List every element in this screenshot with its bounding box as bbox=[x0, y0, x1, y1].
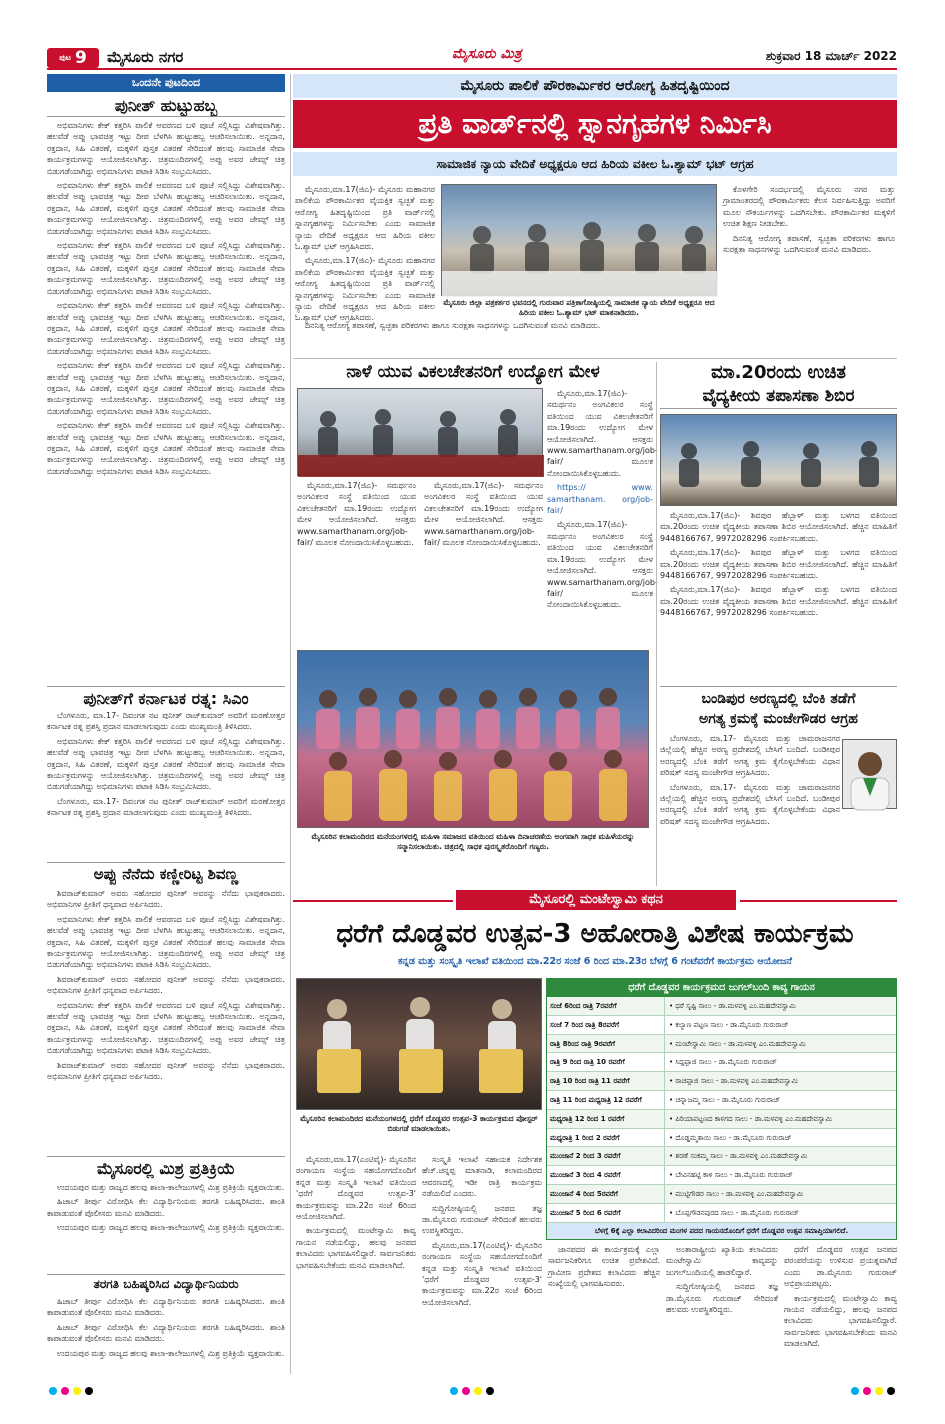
section-title: ಮೈಸೂರು ನಗರ bbox=[107, 48, 184, 66]
story-paragraph: ಮೈಸೂರು,ಮಾ.17(ಜಿಎ)- ಸಮರ್ಥನಂ ಅಂಗವಿಕಲರ ಸಂಸ್ಥೆ ವತಿಯಿಂದ ಯುವ ವಿಕಲಚೇತನರಿಗೆ ಮಾ.19ರಂದು ಉದ್ಯೋಗ ಮೇಳ ಆಯೋಜಿಸಲಾಗಿದೆ. ಆಸಕ್ತರು www.samarthanam.org/job-fair/ ಮೂಲಕ ನೋಂದಾಯಿಸಿಕೊಳ್ಳಬಹುದು. bbox=[424, 481, 543, 548]
story-paragraph: ಅಭಿಮಾನಿಗಳು ಕೇಕ್ ಕತ್ತರಿಸಿ ಪಾಲಿಕೆ ಆವರಣದ ಬಳಿ ಪೂಜೆ ಸಲ್ಲಿಸಿದ್ದು ವಿಶೇಷವಾಗಿತ್ತು. ಹಲವೆಡೆ ಅಪ್ಪು ಭಾವಚಿತ್ರ ಇಟ್ಟು ದೀಪ ಬೆಳಗಿಸಿ ಹುಟ್ಟುಹಬ್ಬ ಆಚರಿಸಲಾಯಿತು. ಅನ್ನದಾನ, ರಕ್ತದಾನ, ಸಿಹಿ ವಿತರಣೆ, ಮಕ್ಕಳಿಗೆ ಪುಸ್ತಕ ವಿತರಣೆ ಸೇರಿದಂತೆ ಹಲವು ಸಾಮಾಜಿಕ ಸೇವಾ ಕಾರ್ಯಕ್ರಮಗಳನ್ನು ಆಯೋಜಿಸಲಾಗಿತ್ತು. ಚಿತ್ರಮಂದಿರಗಳಲ್ಲಿ ಅಪ್ಪು ಅವರ ಜೇಮ್ಸ್ ಚಿತ್ರ ಬಿಡುಗಡೆಯಾಗಿದ್ದು ಅಭಿಮಾನಿಗಳು ಪಟಾಕಿ ಸಿಡಿಸಿ ಸಂಭ್ರಮಿಸಿದರು. bbox=[47, 181, 285, 236]
festival-body bbox=[548, 1244, 660, 1370]
health-camp-title: ವೈದ್ಯಕೀಯ ತಪಾಸಣಾ ಶಿಬಿರ bbox=[660, 386, 897, 409]
story-paragraph: ಅಭಿಮಾನಿಗಳು ಕೇಕ್ ಕತ್ತರಿಸಿ ಪಾಲಿಕೆ ಆವರಣದ ಬಳಿ ಪೂಜೆ ಸಲ್ಲಿಸಿದ್ದು ವಿಶೇಷವಾಗಿತ್ತು. ಹಲವೆಡೆ ಅಪ್ಪು ಭಾವಚಿತ್ರ ಇಟ್ಟು ದೀಪ ಬೆಳಗಿಸಿ ಹುಟ್ಟುಹಬ್ಬ ಆಚರಿಸಲಾಯಿತು. ಅನ್ನದಾನ, ರಕ್ತದಾನ, ಸಿಹಿ ವಿತರಣೆ, ಮಕ್ಕಳಿಗೆ ಪುಸ್ತಕ ವಿತರಣೆ ಸೇರಿದಂತೆ ಹಲವು ಸಾಮಾಜಿಕ ಸೇವಾ ಕಾರ್ಯಕ್ರಮಗಳನ್ನು ಆಯೋಜಿಸಲಾಗಿತ್ತು. ಚಿತ್ರಮಂದಿರಗಳಲ್ಲಿ ಅಪ್ಪು ಅವರ ಜೇಮ್ಸ್ ಚಿತ್ರ ಬಿಡುಗಡೆಯಾಗಿದ್ದು ಅಭಿಮಾನಿಗಳು ಪಟಾಕಿ ಸಿಡಿಸಿ ಸಂಭ್ರಮಿಸಿದರು. bbox=[47, 121, 285, 176]
story-paragraph: ಉದಯಪುರ ಮತ್ತು ರಾಜ್ಯದ ಹಲವು ಶಾಲಾ-ಕಾಲೇಜುಗಳಲ್ಲಿ ಮಿಶ್ರ ಪ್ರತಿಕ್ರಿಯೆ ವ್ಯಕ್ತವಾಯಿತು. bbox=[57, 1348, 285, 1358]
schedule-item: • ಕಲ್ಯಾಣ ಪಟ್ಟಣ ಸಾಲು - ಡಾ.ಮೈಸೂರು ಗುರುರಾಜ್ bbox=[669, 1020, 789, 1029]
women-day-photo bbox=[297, 650, 649, 828]
story-paragraph: ಬೆಂಗಳೂರು, ಮಾ.17- ಮೈಸೂರು ಮತ್ತು ಚಾಮರಾಜನಗರ ಜಿಲ್ಲೆಯಲ್ಲಿ ಹೆಚ್ಚಿನ ಅರಣ್ಯ ಪ್ರದೇಶದಲ್ಲಿ ಬೇಸಿಗೆ ಬಂದಿದೆ. ಬಂಡೀಪುರ ಅರಣ್ಯದಲ್ಲಿ ಬೆಂಕಿ ತಡೆಗೆ ಅಗತ್ಯ ಕ್ರಮ ಕೈಗೊಳ್ಳಬೇಕೆಂದು ವಿಧಾನ ಪರಿಷತ್ ಸದಸ್ಯ ಮಂಜೇಗೌಡ ಆಗ್ರಹಿಸಿದರು. bbox=[660, 734, 840, 778]
festival-kicker: ಮೈಸೂರಲ್ಲಿ ಮಂಟೇಸ್ವಾಮಿ ಕಥನ bbox=[456, 890, 736, 910]
schedule-item: • ಮುಟ್ಟಿಗೌಡರ ಸಾಲು - ಡಾ.ಮಳವಳ್ಳಿ ಎಂ.ಮಹದೇವಸ್ವಾಮಿ bbox=[669, 1189, 804, 1198]
poster-release-caption: ಮೈಸೂರಿನ ಕಲಾಮಂದಿರದ ಮನೆಯಂಗಳದಲ್ಲಿ ಧರೆಗೆ ದೊಡ್ಡವರ ಉತ್ಸವ-3 ಕಾರ್ಯಕ್ರಮದ ಪೋಸ್ಟರ್ ಬಿಡುಗಡೆ ಮಾಡಲಾಯಿತು. bbox=[300, 1114, 538, 1133]
story-paragraph: ಹಿಜಾಬ್ ತೀರ್ಪು ವಿರೋಧಿಸಿ ಕೆಲ ವಿದ್ಯಾರ್ಥಿನಿಯರು ತರಗತಿ ಬಹಿಷ್ಕರಿಸಿದರು. ಶಾಂತಿ ಕಾಪಾಡುವಂತೆ ಪೊಲೀಸರು ಮನವಿ ಮಾಡಿದರು. bbox=[47, 1322, 285, 1344]
schedule-row bbox=[547, 1204, 896, 1223]
story-paragraph: ಸುದ್ದಿಗೋಷ್ಠಿಯಲ್ಲಿ ಜನಪದ ತಜ್ಞ ಡಾ.ಮೈಸೂರು ಗುರುರಾಜ್ ಸೇರಿದಂತೆ ಹಲವರು ಉಪಸ್ಥಿತರಿದ್ದರು. bbox=[666, 1282, 778, 1315]
cmyk-dots-center bbox=[448, 1380, 496, 1394]
women-day-caption: ಮೈಸೂರಿನ ಕಲಾಮಂದಿರದ ಮನೆಯಂಗಳದಲ್ಲಿ ಮಹಿಳಾ ಸಮಾಜದ ವತಿಯಿಂದ ಮಹಿಳಾ ದಿನಾಚರಣೆಯ ಅಂಗವಾಗಿ ಸಾಧಕ ಮಹಿಳೆಯರನ್ನು ಸನ್ಮಾನಿಸಲಾಯಿತು. ಚಿತ್ರದಲ್ಲಿ ಸಾಧಕ ಪುರಸ್ಕೃತರೊಂದಿಗೆ ಗಣ್ಯರು. bbox=[311, 832, 635, 851]
story-paragraph: ದಿನನಿತ್ಯ ಆರೋಗ್ಯ ತಪಾಸಣೆ, ಸ್ವಚ್ಛತಾ ಪರಿಕರಗಳು ಹಾಗೂ ಸುರಕ್ಷತಾ ಸಾಧನಗಳನ್ನು ಒದಗಿಸುವಂತೆ ಮನವಿ ಮಾಡಿದರು. bbox=[305, 321, 601, 330]
story-paragraph: ಅಂತಾರಾಷ್ಟ್ರೀಯ ಖ್ಯಾತಿಯ ಕಲಾವಿದರು ಮಂಟೇಸ್ವಾಮಿ ಕಾವ್ಯವನ್ನು ಜುಗಲ್‌ಬಂದಿಯಲ್ಲಿ ಹಾಡಲಿದ್ದಾರೆ. bbox=[666, 1245, 778, 1277]
cmyk-dots-right bbox=[849, 1380, 897, 1394]
bandipur-title: ಬಂಡಿಪುರ ಅರಣ್ಯದಲ್ಲಿ ಬೆಂಕಿ ತಡೆಗೆ bbox=[701, 691, 856, 707]
schedule-row bbox=[547, 1185, 896, 1204]
story-paragraph: ಕಾರ್ಯಕ್ರಮದಲ್ಲಿ ಮಂಟೇಸ್ವಾಮಿ ಕಾವ್ಯ ಗಾಯನ ನಡೆಯಲಿದ್ದು, ಹಲವು ಜನಪದ ಕಲಾವಿದರು ಭಾಗವಹಿಸಲಿದ್ದಾರೆ. ಸಾರ್ವಜನಿಕರು ಭಾಗವಹಿಸಬೇಕೆಂದು ಮನವಿ ಮಾಡಲಾಗಿದೆ. bbox=[296, 1226, 416, 1270]
story-title: ಪುನೀತ್‌ಗೆ ಕರ್ನಾಟಕ ರತ್ನ: ಸಿಎಂ bbox=[47, 686, 285, 709]
lead-headline: ಪ್ರತಿ ವಾರ್ಡ್‌ನಲ್ಲಿ ಸ್ನಾನಗೃಹಗಳ ನಿರ್ಮಿಸಿ bbox=[293, 100, 897, 148]
story-paragraph: ಬೆಂಗಳೂರು, ಮಾ.17- ದಿವಂಗತ ನಟ ಪುನೀತ್ ರಾಜ್‌ಕುಮಾರ್ ಅವರಿಗೆ ಮರಣೋತ್ತರ ಕರ್ನಾಟಕ ರತ್ನ ಪ್ರಶಸ್ತಿ ಪ್ರದಾನ ಮಾಡಲಾಗುವುದು ಎಂದು ಮುಖ್ಯಮಂತ್ರಿ ತಿಳಿಸಿದರು. bbox=[47, 796, 285, 818]
story-paragraph: ದಿನನಿತ್ಯ ಆರೋಗ್ಯ ತಪಾಸಣೆ, ಸ್ವಚ್ಛತಾ ಪರಿಕರಗಳು ಹಾಗೂ ಸುರಕ್ಷತಾ ಸಾಧನಗಳನ್ನು ಒದಗಿಸುವಂತೆ ಮನವಿ ಮಾಡಿದರು. bbox=[723, 233, 895, 255]
story-title: ಮೈಸೂರಲ್ಲಿ ಮಿಶ್ರ ಪ್ರತಿಕ್ರಿಯೆ bbox=[47, 1156, 285, 1179]
schedule-row bbox=[547, 1110, 896, 1129]
people-silhouettes bbox=[442, 185, 718, 297]
story-paragraph: ಕಾರ್ಯಕ್ರಮದಲ್ಲಿ ಮಂಟೇಸ್ವಾಮಿ ಕಾವ್ಯ ಗಾಯನ ನಡೆಯಲಿದ್ದು, ಹಲವು ಜನಪದ ಕಲಾವಿದರು ಭಾಗವಹಿಸಲಿದ್ದಾರೆ. ಸಾರ್ವಜನಿಕರು ಭಾಗವಹಿಸಬೇಕೆಂದು ಮನವಿ ಮಾಡಲಾಗಿದೆ. bbox=[784, 1293, 897, 1349]
job-fair-story bbox=[293, 362, 658, 646]
health-camp-title: ಮಾ.20ರಂದು ಉಚಿತ bbox=[711, 362, 846, 383]
schedule-item: • ಚನ್ನಾಜಮ್ಮ ಸಾಲು - ಡಾ.ಮೈಸೂರು ಗುರುರಾಜ್ bbox=[669, 1095, 781, 1104]
poster-silhouettes bbox=[297, 979, 543, 1111]
story-body bbox=[47, 888, 285, 1200]
schedule-item: • ರಾಚಪ್ಪಾಜಿ ಸಾಲು - ಡಾ.ಮಳವಳ್ಳಿ ಎಂ.ಮಹದೇವಸ್ವಾಮಿ bbox=[669, 1077, 799, 1086]
schedule-time: ಮಧ್ಯರಾತ್ರಿ 1 ರಿಂದ 2 ರವರೆಗೆ bbox=[547, 1129, 665, 1147]
story-title: ತರಗತಿ ಬಹಿಷ್ಕರಿಸಿದ ವಿದ್ಯಾರ್ಥಿನಿಯರು bbox=[47, 1274, 285, 1292]
story-paragraph: ಮೈಸೂರು,ಮಾ.17(ಜಿಎ)- ಶಿವಪುರ ಹೆಬ್ಬಾಳ್ ಮತ್ತು ಬಳಗದ ವತಿಯಿಂದ ಮಾ.20ರಂದು ಉಚಿತ ವೈದ್ಯಕೀಯ ತಪಾಸಣಾ ಶಿಬಿರ ಆಯೋಜಿಸಲಾಗಿದೆ. ಹೆಚ್ಚಿನ ಮಾಹಿತಿಗೆ 9448166767, 9972028296 ಸಂಪರ್ಕಿಸಬಹುದು. bbox=[660, 511, 897, 543]
cmyk-dots-left bbox=[47, 1380, 95, 1394]
story-body bbox=[47, 1296, 285, 1374]
bandipur-body bbox=[660, 733, 840, 883]
story-paragraph: ಉದಯಪುರ ಮತ್ತು ರಾಜ್ಯದ ಹಲವು ಶಾಲಾ-ಕಾಲೇಜುಗಳಲ್ಲಿ ಮಿಶ್ರ ಪ್ರತಿಕ್ರಿಯೆ ವ್ಯಕ್ತವಾಯಿತು. bbox=[57, 1223, 285, 1233]
festival-body bbox=[422, 1154, 542, 1370]
schedule-item: • ಬೇವಿನಹಟ್ಟಿ ಕಾಳಿ ಸಾಲು - ಡಾ.ಮೈಸೂರು ಗುರುರಾಜ್ bbox=[669, 1171, 793, 1180]
schedule-box bbox=[546, 978, 897, 1240]
schedule-time: ಮುಂಜಾನೆ 3 ರಿಂದ 4 ರವರೆಗೆ bbox=[547, 1166, 665, 1184]
schedule-item: • ಬೊಪ್ಪಗೌಡನಪುರದ ಸಾಲು - ಡಾ.ಮೈಸೂರು ಗುರುರಾಜ್ bbox=[669, 1208, 799, 1217]
lead-subhead: ಸಾಮಾಜಿಕ ನ್ಯಾಯ ವೇದಿಕೆ ಅಧ್ಯಕ್ಷರೂ ಆದ ಹಿರಿಯ ವಕೀಲ ಓ.ಶ್ಯಾಮ್ ಭಟ್ ಆಗ್ರಹ bbox=[293, 152, 897, 176]
lead-body-right bbox=[723, 184, 895, 350]
story-paragraph: ಮೈಸೂರು,ಮಾ.17(ಎಂಟಿವೈ)- ಮೈಸೂರಿನ ರಂಗಾಯಣ ಸಂಸ್ಥೆಯ ಸಹಯೋಗದೊಂದಿಗೆ ಕನ್ನಡ ಮತ್ತು ಸಂಸ್ಕೃತಿ ಇಲಾಖೆ ವತಿಯಿಂದ 'ಧರೆಗೆ ದೊಡ್ಡವರ ಉತ್ಸವ-3' ಕಾರ್ಯಕ್ರಮವನ್ನು ಮಾ.22ರ ಸಂಜೆ 6ರಿಂದ ಆಯೋಜಿಸಲಾಗಿದೆ. bbox=[296, 1155, 416, 1222]
story-paragraph: ಅಭಿಮಾನಿಗಳು ಕೇಕ್ ಕತ್ತರಿಸಿ ಪಾಲಿಕೆ ಆವರಣದ ಬಳಿ ಪೂಜೆ ಸಲ್ಲಿಸಿದ್ದು ವಿಶೇಷವಾಗಿತ್ತು. ಹಲವೆಡೆ ಅಪ್ಪು ಭಾವಚಿತ್ರ ಇಟ್ಟು ದೀಪ ಬೆಳಗಿಸಿ ಹುಟ್ಟುಹಬ್ಬ ಆಚರಿಸಲಾಯಿತು. ಅನ್ನದಾನ, ರಕ್ತದಾನ, ಸಿಹಿ ವಿತರಣೆ, ಮಕ್ಕಳಿಗೆ ಪುಸ್ತಕ ವಿತರಣೆ ಸೇರಿದಂತೆ ಹಲವು ಸಾಮಾಜಿಕ ಸೇವಾ ಕಾರ್ಯಕ್ರಮಗಳನ್ನು ಆಯೋಜಿಸಲಾಗಿತ್ತು. ಚಿತ್ರಮಂದಿರಗಳಲ್ಲಿ ಅಪ್ಪು ಅವರ ಜೇಮ್ಸ್ ಚಿತ್ರ ಬಿಡುಗಡೆಯಾಗಿದ್ದು ಅಭಿಮಾನಿಗಳು ಪಟಾಕಿ ಸಿಡಿಸಿ ಸಂಭ್ರಮಿಸಿದರು. bbox=[47, 301, 285, 356]
story-paragraph: ಹಿಜಾಬ್ ತೀರ್ಪು ವಿರೋಧಿಸಿ ಕೆಲ ವಿದ್ಯಾರ್ಥಿನಿಯರು ತರಗತಿ ಬಹಿಷ್ಕರಿಸಿದರು. ಶಾಂತಿ ಕಾಪಾಡುವಂತೆ ಪೊಲೀಸರು ಮನವಿ ಮಾಡಿದರು. bbox=[47, 1197, 285, 1218]
group-silhouettes bbox=[298, 651, 650, 829]
story-body bbox=[47, 1182, 285, 1272]
page-number-badge bbox=[47, 48, 99, 68]
story-paragraph: ಅಭಿಮಾನಿಗಳು ಕೇಕ್ ಕತ್ತರಿಸಿ ಪಾಲಿಕೆ ಆವರಣದ ಬಳಿ ಪೂಜೆ ಸಲ್ಲಿಸಿದ್ದು ವಿಶೇಷವಾಗಿತ್ತು. ಹಲವೆಡೆ ಅಪ್ಪು ಭಾವಚಿತ್ರ ಇಟ್ಟು ದೀಪ ಬೆಳಗಿಸಿ ಹುಟ್ಟುಹಬ್ಬ ಆಚರಿಸಲಾಯಿತು. ಅನ್ನದಾನ, ರಕ್ತದಾನ, ಸಿಹಿ ವಿತರಣೆ, ಮಕ್ಕಳಿಗೆ ಪುಸ್ತಕ ವಿತರಣೆ ಸೇರಿದಂತೆ ಹಲವು ಸಾಮಾಜಿಕ ಸೇವಾ ಕಾರ್ಯಕ್ರಮಗಳನ್ನು ಆಯೋಜಿಸಲಾಗಿತ್ತು. ಚಿತ್ರಮಂದಿರಗಳಲ್ಲಿ ಅಪ್ಪು ಅವರ ಜೇಮ್ಸ್ ಚಿತ್ರ ಬಿಡುಗಡೆಯಾಗಿದ್ದು ಅಭಿಮಾನಿಗಳು ಪಟಾಕಿ ಸಿಡಿಸಿ ಸಂಭ್ರಮಿಸಿದರು. bbox=[47, 421, 285, 476]
story-paragraph: ಅಭಿಮಾನಿಗಳು ಕೇಕ್ ಕತ್ತರಿಸಿ ಪಾಲಿಕೆ ಆವರಣದ ಬಳಿ ಪೂಜೆ ಸಲ್ಲಿಸಿದ್ದು ವಿಶೇಷವಾಗಿತ್ತು. ಹಲವೆಡೆ ಅಪ್ಪು ಭಾವಚಿತ್ರ ಇಟ್ಟು ದೀಪ ಬೆಳಗಿಸಿ ಹುಟ್ಟುಹಬ್ಬ ಆಚರಿಸಲಾಯಿತು. ಅನ್ನದಾನ, ರಕ್ತದಾನ, ಸಿಹಿ ವಿತರಣೆ, ಮಕ್ಕಳಿಗೆ ಪುಸ್ತಕ ವಿತರಣೆ ಸೇರಿದಂತೆ ಹಲವು ಸಾಮಾಜಿಕ ಸೇವಾ ಕಾರ್ಯಕ್ರಮಗಳನ್ನು ಆಯೋಜಿಸಲಾಗಿತ್ತು. ಚಿತ್ರಮಂದಿರಗಳಲ್ಲಿ ಅಪ್ಪು ಅವರ ಜೇಮ್ಸ್ ಚಿತ್ರ ಬಿಡುಗಡೆಯಾಗಿದ್ದು ಅಭಿಮಾನಿಗಳು ಪಟಾಕಿ ಸಿಡಿಸಿ ಸಂಭ್ರಮಿಸಿದರು. bbox=[47, 914, 285, 970]
schedule-item: • ಮಂಟೇಸ್ವಾಮಿ ಸಾಲು - ಡಾ.ಮಳವಳ್ಳಿ ಎಂ.ಮಹದೇವಸ್ವಾಮಿ bbox=[669, 1039, 806, 1048]
lead-kicker: ಮೈಸೂರು ಪಾಲಿಕೆ ಪೌರಕಾರ್ಮಿಕರ ಆರೋಗ್ಯ ಹಿತದೃಷ್ಟಿಯಿಂದ bbox=[293, 74, 897, 98]
schedule-item: • ದೊಡ್ಡಮ್ಮತಾಯಿ ಸಾಲು - ಡಾ.ಮೈಸೂರು ಗುರುರಾಜ್ bbox=[669, 1133, 792, 1142]
story-paragraph: ಹಿಜಾಬ್ ತೀರ್ಪು ವಿರೋಧಿಸಿ ಕೆಲ ವಿದ್ಯಾರ್ಥಿನಿಯರು ತರಗತಿ ಬಹಿಷ್ಕರಿಸಿದರು. ಶಾಂತಿ ಕಾಪಾಡುವಂತೆ ಪೊಲೀಸರು ಮನವಿ ಮಾಡಿದರು. bbox=[47, 1297, 285, 1318]
story-paragraph: ಮೈಸೂರು,ಮಾ.17(ಜಿಎ)- ಸಮರ್ಥನಂ ಅಂಗವಿಕಲರ ಸಂಸ್ಥೆ ವತಿಯಿಂದ ಯುವ ವಿಕಲಚೇತನರಿಗೆ ಮಾ.19ರಂದು ಉದ್ಯೋಗ ಮೇಳ ಆಯೋಜಿಸಲಾಗಿದೆ. ಆಸಕ್ತರು www.samarthanam.org/job-fair/ ಮೂಲಕ ನೋಂದಾಯಿಸಿಕೊಳ್ಳಬಹುದು. bbox=[547, 389, 658, 478]
story-paragraph: ಮೈಸೂರು,ಮಾ.17(ಜಿಎ)- ಶಿವಪುರ ಹೆಬ್ಬಾಳ್ ಮತ್ತು ಬಳಗದ ವತಿಯಿಂದ ಮಾ.20ರಂದು ಉಚಿತ ವೈದ್ಯಕೀಯ ತಪಾಸಣಾ ಶಿಬಿರ ಆಯೋಜಿಸಲಾಗಿದೆ. ಹೆಚ್ಚಿನ ಮಾಹಿತಿಗೆ 9448166767, 9972028296 ಸಂಪರ್ಕಿಸಬಹುದು. bbox=[660, 585, 897, 618]
story-paragraph: ಸಂಸ್ಕೃತಿ ಇಲಾಖೆ ಸಹಾಯಕ ನಿರ್ದೇಶಕ ಹೆಚ್.ಚನ್ನಪ್ಪ ಮಾತನಾಡಿ, ಕಲಾಮಂದಿರದ ಆವರಣದಲ್ಲಿ ಇಡೀ ರಾತ್ರಿ ಕಾರ್ಯಕ್ರಮ ನಡೆಯಲಿದೆ ಎಂದರು. bbox=[422, 1155, 542, 1199]
story-title: ಅಪ್ಪು ನೆನೆದು ಕಣ್ಣೀರಿಟ್ಟ ಶಿವಣ್ಣ bbox=[47, 862, 285, 883]
schedule-row bbox=[547, 1166, 896, 1185]
story-paragraph: ಮೈಸೂರು,ಮಾ.17(ಜಿಎ)- ಮೈಸೂರು ಮಹಾನಗರ ಪಾಲಿಕೆಯ ಪೌರಕಾರ್ಮಿಕರ ವೈಯಕ್ತಿಕ ಸ್ವಚ್ಛತೆ ಮತ್ತು ಆರೋಗ್ಯ ಹಿತದೃಷ್ಟಿಯಿಂದ ಪ್ರತಿ ವಾರ್ಡ್‌ನಲ್ಲಿ ಸ್ನಾನಗೃಹಗಳನ್ನು ನಿರ್ಮಿಸಬೇಕು ಎಂದು ಸಾಮಾಜಿಕ ನ್ಯಾಯ ವೇದಿಕೆ ಅಧ್ಯಕ್ಷರೂ ಆದ ಹಿರಿಯ ವಕೀಲ ಓ.ಶ್ಯಾಮ್ ಭಟ್ ಆಗ್ರಹಿಸಿದರು. bbox=[295, 256, 435, 323]
masthead-logo: ಮೈಸೂರು ಮಿತ್ರ bbox=[452, 46, 522, 62]
festival-subhead: ಕನ್ನಡ ಮತ್ತು ಸಂಸ್ಕೃತಿ ಇಲಾಖೆ ವತಿಯಿಂದ ಮಾ.22ರ ಸಂಜೆ 6 ರಿಂದ ಮಾ.23ರ ಬೆಳಗ್ಗೆ 6 ಗಂಟೆವರೆಗೆ ಕಾರ್ಯಕ್ರಮ ಆಯೋಜನೆ bbox=[398, 956, 792, 967]
poster-release-photo bbox=[296, 978, 542, 1110]
job-fair-body bbox=[297, 480, 543, 640]
health-camp-photo bbox=[660, 414, 897, 506]
lead-body-left bbox=[295, 184, 435, 323]
festival-body bbox=[296, 1154, 416, 1370]
story-paragraph: ಮೈಸೂರು,ಮಾ.17(ಜಿಎ)- ಸಮರ್ಥನಂ ಅಂಗವಿಕಲರ ಸಂಸ್ಥೆ ವತಿಯಿಂದ ಯುವ ವಿಕಲಚೇತನರಿಗೆ ಮಾ.19ರಂದು ಉದ್ಯೋಗ ಮೇಳ ಆಯೋಜಿಸಲಾಗಿದೆ. ಆಸಕ್ತರು www.samarthanam.org/job-fair/ ಮೂಲಕ ನೋಂದಾಯಿಸಿಕೊಳ್ಳಬಹುದು. bbox=[297, 481, 416, 548]
story-paragraph: ಶಿವರಾಜ್‌ಕುಮಾರ್ ಅವರು ಸಹೋದರ ಪುನೀತ್ ಅವರನ್ನು ನೆನೆದು ಭಾವುಕರಾದರು. ಅಭಿಮಾನಿಗಳ ಪ್ರೀತಿಗೆ ಧನ್ಯವಾದ ಅರ್ಪಿಸಿದರು. bbox=[47, 1060, 285, 1082]
job-fair-link[interactable]: https:// www. samarthanam. org/job-fair/ bbox=[547, 483, 653, 516]
continued-band: ಒಂದನೇ ಪುಟದಿಂದ bbox=[47, 74, 285, 92]
schedule-time: ರಾತ್ರಿ 8ರಿಂದ ರಾತ್ರಿ 9ರವರೆಗೆ bbox=[547, 1035, 665, 1053]
story-body bbox=[47, 120, 285, 712]
schedule-time: ರಾತ್ರಿ 9 ರಿಂದ ರಾತ್ರಿ 10 ರವರೆಗೆ bbox=[547, 1053, 665, 1071]
section-divider bbox=[740, 900, 897, 902]
schedule-time: ಸಂಜೆ 6ರಿಂದ ರಾತ್ರಿ 7ರವರೆಗೆ bbox=[547, 997, 665, 1015]
color-registration-marks bbox=[47, 1380, 897, 1394]
schedule-row bbox=[547, 1129, 896, 1148]
story-paragraph: ಬೆಂಗಳೂರು, ಮಾ.17- ಮೈಸೂರು ಮತ್ತು ಚಾಮರಾಜನಗರ ಜಿಲ್ಲೆಯಲ್ಲಿ ಹೆಚ್ಚಿನ ಅರಣ್ಯ ಪ್ರದೇಶದಲ್ಲಿ ಬೇಸಿಗೆ ಬಂದಿದೆ. ಬಂಡೀಪುರ ಅರಣ್ಯದಲ್ಲಿ ಬೆಂಕಿ ತಡೆಗೆ ಅಗತ್ಯ ಕ್ರಮ ಕೈಗೊಳ್ಳಬೇಕೆಂದು ವಿಧಾನ ಪರಿಷತ್ ಸದಸ್ಯ ಮಂಜೇಗೌಡ ಆಗ್ರಹಿಸಿದರು. bbox=[660, 782, 840, 826]
story-paragraph: ಧರೆಗೆ ದೊಡ್ಡವರ ಉತ್ಸವ ಜನಪದ ಪರಂಪರೆಯನ್ನು ಉಳಿಸುವ ಪ್ರಯತ್ನವಾಗಿದೆ ಎಂದು ಡಾ.ಮೈಸೂರು ಗುರುರಾಜ್ ಅಭಿಪ್ರಾಯಪಟ್ಟರು. bbox=[784, 1245, 897, 1289]
schedule-footer: ಬೆಳಗ್ಗೆ 6ಕ್ಕೆ ಎಲ್ಲಾ ಕಲಾವಿದರಿಂದ ಮಂಗಳ ಪದದ ಗಾಯನದೊಂದಿಗೆ ಧರೆಗೆ ದೊಡ್ಡವರ ಉತ್ಸವ ಸಮಾಪ್ತಿಯಾಗಲಿದೆ. bbox=[547, 1223, 896, 1239]
story-paragraph: ಅಭಿಮಾನಿಗಳು ಕೇಕ್ ಕತ್ತರಿಸಿ ಪಾಲಿಕೆ ಆವರಣದ ಬಳಿ ಪೂಜೆ ಸಲ್ಲಿಸಿದ್ದು ವಿಶೇಷವಾಗಿತ್ತು. ಹಲವೆಡೆ ಅಪ್ಪು ಭಾವಚಿತ್ರ ಇಟ್ಟು ದೀಪ ಬೆಳಗಿಸಿ ಹುಟ್ಟುಹಬ್ಬ ಆಚರಿಸಲಾಯಿತು. ಅನ್ನದಾನ, ರಕ್ತದಾನ, ಸಿಹಿ ವಿತರಣೆ, ಮಕ್ಕಳಿಗೆ ಪುಸ್ತಕ ವಿತರಣೆ ಸೇರಿದಂತೆ ಹಲವು ಸಾಮಾಜಿಕ ಸೇವಾ ಕಾರ್ಯಕ್ರಮಗಳನ್ನು ಆಯೋಜಿಸಲಾಗಿತ್ತು. ಚಿತ್ರಮಂದಿರಗಳಲ್ಲಿ ಅಪ್ಪು ಅವರ ಜೇಮ್ಸ್ ಚಿತ್ರ ಬಿಡುಗಡೆಯಾಗಿದ್ದು ಅಭಿಮಾನಿಗಳು ಪಟಾಕಿ ಸಿಡಿಸಿ ಸಂಭ್ರಮಿಸಿದರು. bbox=[47, 361, 285, 416]
story-paragraph: ಶಿವರಾಜ್‌ಕುಮಾರ್ ಅವರು ಸಹೋದರ ಪುನೀತ್ ಅವರನ್ನು ನೆನೆದು ಭಾವುಕರಾದರು. ಅಭಿಮಾನಿಗಳ ಪ್ರೀತಿಗೆ ಧನ್ಯವಾದ ಅರ್ಪಿಸಿದರು. bbox=[47, 974, 285, 996]
schedule-table bbox=[547, 997, 896, 1223]
lead-story bbox=[293, 74, 897, 354]
festival-headline: ಧರೆಗೆ ದೊಡ್ಡವರ ಉತ್ಸವ-3 ಅಹೋರಾತ್ರಿ ವಿಶೇಷ ಕಾರ್ಯಕ್ರಮ bbox=[336, 919, 854, 949]
story-paragraph: ಉದಯಪುರ ಮತ್ತು ರಾಜ್ಯದ ಹಲವು ಶಾಲಾ-ಕಾಲೇಜುಗಳಲ್ಲಿ ಮಿಶ್ರ ಪ್ರತಿಕ್ರಿಯೆ ವ್ಯಕ್ತವಾಯಿತು. bbox=[57, 1183, 285, 1192]
schedule-time: ಸಂಜೆ 7 ರಿಂದ ರಾತ್ರಿ 8ರವರೆಗೆ bbox=[547, 1016, 665, 1034]
lead-body-bottom bbox=[295, 320, 717, 352]
schedule-time: ಮುಂಜಾನೆ 2 ರಿಂದ 3 ರವರೆಗೆ bbox=[547, 1147, 665, 1165]
bandipur-story bbox=[660, 686, 897, 886]
press-meet-caption: ಮೈಸೂರು ಜಿಲ್ಲಾ ಪತ್ರಕರ್ತರ ಭವನದಲ್ಲಿ ಗುರುವಾರ ಪತ್ರಿಕಾಗೋಷ್ಠಿಯಲ್ಲಿ ಸಾಮಾಜಿಕ ನ್ಯಾಯ ವೇದಿಕೆ ಅಧ್ಯಕ್ಷರೂ ಆದ ಹಿರಿಯ ವಕೀಲ ಓ.ಶ್ಯಾಮ್ ಭಟ್ ಮಾತನಾಡಿದರು. bbox=[443, 298, 715, 317]
schedule-item: • ಶರಣೆ ಸಂಕಮ್ಮ ಸಾಲು - ಡಾ.ಮಳವಳ್ಳಿ ಎಂ.ಮಹದೇವಸ್ವಾಮಿ bbox=[669, 1152, 808, 1161]
bandipur-title: ಅಗತ್ಯ ಕ್ರಮಕ್ಕೆ ಮಂಜೇಗೌಡರ ಆಗ್ರಹ bbox=[699, 711, 858, 727]
story-paragraph: ಕೊಳಗೇರಿ ಸಂದರ್ಭದಲ್ಲಿ ಮೈಸೂರು ನಗರ ಮತ್ತು ಗ್ರಾಮಾಂತರದಲ್ಲಿ ಪೌರಕಾರ್ಮಿಕರು ಕೆಲಸ ನಿರ್ವಹಿಸುತ್ತಿದ್ದು ಅವರಿಗೆ ಮೂಲ ಸೌಕರ್ಯಗಳನ್ನು ಒದಗಿಸಬೇಕು. ಪೌರಕಾರ್ಮಿಕರ ಮಕ್ಕಳಿಗೆ ಉಚಿತ ಶಿಕ್ಷಣ ನೀಡಬೇಕು. bbox=[723, 185, 895, 229]
story-paragraph: ಜಾನಪದರ ಈ ಕಾರ್ಯಕ್ರಮಕ್ಕೆ ಎಲ್ಲಾ ಸಾರ್ವಜನಿಕರಿಗೂ ಉಚಿತ ಪ್ರವೇಶವಿದೆ. ಗ್ರಾಮೀಣ ಪ್ರದೇಶದ ಕಲಾವಿದರು ಹೆಚ್ಚಿನ ಸಂಖ್ಯೆಯಲ್ಲಿ ಭಾಗವಹಿಸುವರು. bbox=[548, 1245, 660, 1289]
manjegowda-portrait bbox=[842, 739, 897, 809]
health-camp-body bbox=[660, 510, 897, 680]
story-paragraph: ಶಿವರಾಜ್‌ಕುಮಾರ್ ಅವರು ಸಹೋದರ ಪುನೀತ್ ಅವರನ್ನು ನೆನೆದು ಭಾವುಕರಾದರು. ಅಭಿಮಾನಿಗಳ ಪ್ರೀತಿಗೆ ಧನ್ಯವಾದ ಅರ್ಪಿಸಿದರು. bbox=[47, 889, 285, 910]
column-divider bbox=[290, 74, 291, 1374]
schedule-row bbox=[547, 1016, 896, 1035]
schedule-time: ಮಧ್ಯರಾತ್ರಿ 12 ರಿಂದ 1 ರವರೆಗೆ bbox=[547, 1110, 665, 1128]
panel-silhouettes bbox=[661, 415, 898, 507]
job-fair-photo bbox=[297, 388, 543, 476]
schedule-row bbox=[547, 1072, 896, 1091]
panel-silhouettes bbox=[298, 389, 544, 477]
page-label: ಪುಟ bbox=[59, 53, 71, 62]
story-paragraph: ಅಭಿಮಾನಿಗಳು ಕೇಕ್ ಕತ್ತರಿಸಿ ಪಾಲಿಕೆ ಆವರಣದ ಬಳಿ ಪೂಜೆ ಸಲ್ಲಿಸಿದ್ದು ವಿಶೇಷವಾಗಿತ್ತು. ಹಲವೆಡೆ ಅಪ್ಪು ಭಾವಚಿತ್ರ ಇಟ್ಟು ದೀಪ ಬೆಳಗಿಸಿ ಹುಟ್ಟುಹಬ್ಬ ಆಚರಿಸಲಾಯಿತು. ಅನ್ನದಾನ, ರಕ್ತದಾನ, ಸಿಹಿ ವಿತರಣೆ, ಮಕ್ಕಳಿಗೆ ಪುಸ್ತಕ ವಿತರಣೆ ಸೇರಿದಂತೆ ಹಲವು ಸಾಮಾಜಿಕ ಸೇವಾ ಕಾರ್ಯಕ್ರಮಗಳನ್ನು ಆಯೋಜಿಸಲಾಗಿತ್ತು. ಚಿತ್ರಮಂದಿರಗಳಲ್ಲಿ ಅಪ್ಪು ಅವರ ಜೇಮ್ಸ್ ಚಿತ್ರ ಬಿಡುಗಡೆಯಾಗಿದ್ದು ಅಭಿಮಾನಿಗಳು ಪಟಾಕಿ ಸಿಡಿಸಿ ಸಂಭ್ರಮಿಸಿದರು. bbox=[47, 241, 285, 296]
schedule-title: ಧರೆಗೆ ದೊಡ್ಡವರ ಕಾರ್ಯಕ್ರಮದ ಜುಗಲ್‌ಬಂದಿ ಕಾವ್ಯ ಗಾಯನ bbox=[547, 979, 896, 997]
schedule-item: • ಸಿದ್ದಪ್ಪಾಜಿ ಸಾಲು - ಡಾ.ಮೈಸೂರು ಗುರುರಾಜ್ bbox=[669, 1058, 777, 1067]
schedule-time: ಮುಂಜಾನೆ 4 ರಿಂದ 5ರವರೆಗೆ bbox=[547, 1185, 665, 1203]
schedule-time: ರಾತ್ರಿ 11 ರಿಂದ ಮಧ್ಯರಾತ್ರಿ 12 ರವರೆಗೆ bbox=[547, 1091, 665, 1109]
schedule-row bbox=[547, 1147, 896, 1166]
schedule-row bbox=[547, 1035, 896, 1054]
page-header bbox=[47, 46, 897, 70]
schedule-row bbox=[547, 997, 896, 1016]
schedule-time: ರಾತ್ರಿ 10 ರಿಂದ ರಾತ್ರಿ 11 ರವರೆಗೆ bbox=[547, 1072, 665, 1090]
job-fair-body bbox=[547, 388, 658, 640]
column-divider bbox=[656, 362, 657, 886]
section-divider bbox=[293, 358, 897, 359]
festival-body bbox=[666, 1244, 778, 1370]
story-title: ಪುನೀತ್ ಹುಟ್ಟುಹಬ್ಬ bbox=[47, 96, 285, 117]
story-paragraph: ಅಭಿಮಾನಿಗಳು ಕೇಕ್ ಕತ್ತರಿಸಿ ಪಾಲಿಕೆ ಆವರಣದ ಬಳಿ ಪೂಜೆ ಸಲ್ಲಿಸಿದ್ದು ವಿಶೇಷವಾಗಿತ್ತು. ಹಲವೆಡೆ ಅಪ್ಪು ಭಾವಚಿತ್ರ ಇಟ್ಟು ದೀಪ ಬೆಳಗಿಸಿ ಹುಟ್ಟುಹಬ್ಬ ಆಚರಿಸಲಾಯಿತು. ಅನ್ನದಾನ, ರಕ್ತದಾನ, ಸಿಹಿ ವಿತರಣೆ, ಮಕ್ಕಳಿಗೆ ಪುಸ್ತಕ ವಿತರಣೆ ಸೇರಿದಂತೆ ಹಲವು ಸಾಮಾಜಿಕ ಸೇವಾ ಕಾರ್ಯಕ್ರಮಗಳನ್ನು ಆಯೋಜಿಸಲಾಗಿತ್ತು. ಚಿತ್ರಮಂದಿರಗಳಲ್ಲಿ ಅಪ್ಪು ಅವರ ಜೇಮ್ಸ್ ಚಿತ್ರ ಬಿಡುಗಡೆಯಾಗಿದ್ದು ಅಭಿಮಾನಿಗಳು ಪಟಾಕಿ ಸಿಡಿಸಿ ಸಂಭ್ರಮಿಸಿದರು. bbox=[47, 736, 285, 792]
health-camp-story bbox=[660, 362, 897, 682]
page-number: 9 bbox=[74, 48, 87, 68]
schedule-row bbox=[547, 1053, 896, 1072]
story-paragraph: ಮೈಸೂರು,ಮಾ.17(ಜಿಎ)- ಮೈಸೂರು ಮಹಾನಗರ ಪಾಲಿಕೆಯ ಪೌರಕಾರ್ಮಿಕರ ವೈಯಕ್ತಿಕ ಸ್ವಚ್ಛತೆ ಮತ್ತು ಆರೋಗ್ಯ ಹಿತದೃಷ್ಟಿಯಿಂದ ಪ್ರತಿ ವಾರ್ಡ್‌ನಲ್ಲಿ ಸ್ನಾನಗೃಹಗಳನ್ನು ನಿರ್ಮಿಸಬೇಕು ಎಂದು ಸಾಮಾಜಿಕ ನ್ಯಾಯ ವೇದಿಕೆ ಅಧ್ಯಕ್ಷರೂ ಆದ ಹಿರಿಯ ವಕೀಲ ಓ.ಶ್ಯಾಮ್ ಭಟ್ ಆಗ್ರಹಿಸಿದರು. bbox=[295, 185, 435, 252]
left-column bbox=[47, 74, 285, 1374]
story-paragraph: ಸುದ್ದಿಗೋಷ್ಠಿಯಲ್ಲಿ ಜನಪದ ತಜ್ಞ ಡಾ.ಮೈಸೂರು ಗುರುರಾಜ್ ಸೇರಿದಂತೆ ಹಲವರು ಉಪಸ್ಥಿತರಿದ್ದರು. bbox=[422, 1203, 542, 1236]
schedule-time: ಮುಂಜಾನೆ 5 ರಿಂದ 6 ರವರೆಗೆ bbox=[547, 1204, 665, 1222]
job-fair-title: ನಾಳೆ ಯುವ ವಿಕಲಚೇತನರಿಗೆ ಉದ್ಯೋಗ ಮೇಳ bbox=[346, 362, 600, 382]
schedule-item: • ಧರೆ ಸೃಷ್ಟಿ ಸಾಲು - ಡಾ.ಮಳವಳ್ಳಿ ಎಂ.ಮಹದೇವಸ್ವಾಮಿ bbox=[669, 1002, 796, 1010]
festival-body bbox=[784, 1244, 897, 1370]
story-paragraph: ಬೆಂಗಳೂರು, ಮಾ.17- ದಿವಂಗತ ನಟ ಪುನೀತ್ ರಾಜ್‌ಕುಮಾರ್ ಅವರಿಗೆ ಮರಣೋತ್ತರ ಕರ್ನಾಟಕ ರತ್ನ ಪ್ರಶಸ್ತಿ ಪ್ರದಾನ ಮಾಡಲಾಗುವುದು ಎಂದು ಮುಖ್ಯಮಂತ್ರಿ ತಿಳಿಸಿದರು. bbox=[47, 711, 285, 732]
story-paragraph: ಮೈಸೂರು,ಮಾ.17(ಜಿಎ)- ಶಿವಪುರ ಹೆಬ್ಬಾಳ್ ಮತ್ತು ಬಳಗದ ವತಿಯಿಂದ ಮಾ.20ರಂದು ಉಚಿತ ವೈದ್ಯಕೀಯ ತಪಾಸಣಾ ಶಿಬಿರ ಆಯೋಜಿಸಲಾಗಿದೆ. ಹೆಚ್ಚಿನ ಮಾಹಿತಿಗೆ 9448166767, 9972028296 ಸಂಪರ್ಕಿಸಬಹುದು. bbox=[660, 548, 897, 581]
portrait-silhouette bbox=[843, 740, 898, 810]
schedule-row bbox=[547, 1091, 896, 1110]
story-paragraph: ಮೈಸೂರು,ಮಾ.17(ಜಿಎ)- ಸಮರ್ಥನಂ ಅಂಗವಿಕಲರ ಸಂಸ್ಥೆ ವತಿಯಿಂದ ಯುವ ವಿಕಲಚೇತನರಿಗೆ ಮಾ.19ರಂದು ಉದ್ಯೋಗ ಮೇಳ ಆಯೋಜಿಸಲಾಗಿದೆ. ಆಸಕ್ತರು www.samarthanam.org/job-fair/ ಮೂಲಕ ನೋಂದಾಯಿಸಿಕೊಳ್ಳಬಹುದು. bbox=[547, 520, 658, 610]
schedule-item: • ಪಿರಿಯಾಪಟ್ಟಣದ ಕಾಳಗದ ಸಾಲು - ಡಾ.ಮಳವಳ್ಳಿ ಎಂ.ಮಹದೇವಸ್ವಾಮಿ bbox=[669, 1114, 833, 1123]
story-body bbox=[47, 710, 285, 860]
section-divider bbox=[293, 900, 453, 902]
women-day-photo-block bbox=[293, 650, 653, 886]
story-paragraph: ಮೈಸೂರು,ಮಾ.17(ಎಂಟಿವೈ)- ಮೈಸೂರಿನ ರಂಗಾಯಣ ಸಂಸ್ಥೆಯ ಸಹಯೋಗದೊಂದಿಗೆ ಕನ್ನಡ ಮತ್ತು ಸಂಸ್ಕೃತಿ ಇಲಾಖೆ ವತಿಯಿಂದ 'ಧರೆಗೆ ದೊಡ್ಡವರ ಉತ್ಸವ-3' ಕಾರ್ಯಕ್ರಮವನ್ನು ಮಾ.22ರ ಸಂಜೆ 6ರಿಂದ ಆಯೋಜಿಸಲಾಗಿದೆ. bbox=[422, 1240, 542, 1307]
story-paragraph: ಅಭಿಮಾನಿಗಳು ಕೇಕ್ ಕತ್ತರಿಸಿ ಪಾಲಿಕೆ ಆವರಣದ ಬಳಿ ಪೂಜೆ ಸಲ್ಲಿಸಿದ್ದು ವಿಶೇಷವಾಗಿತ್ತು. ಹಲವೆಡೆ ಅಪ್ಪು ಭಾವಚಿತ್ರ ಇಟ್ಟು ದೀಪ ಬೆಳಗಿಸಿ ಹುಟ್ಟುಹಬ್ಬ ಆಚರಿಸಲಾಯಿತು. ಅನ್ನದಾನ, ರಕ್ತದಾನ, ಸಿಹಿ ವಿತರಣೆ, ಮಕ್ಕಳಿಗೆ ಪುಸ್ತಕ ವಿತರಣೆ ಸೇರಿದಂತೆ ಹಲವು ಸಾಮಾಜಿಕ ಸೇವಾ ಕಾರ್ಯಕ್ರಮಗಳನ್ನು ಆಯೋಜಿಸಲಾಗಿತ್ತು. ಚಿತ್ರಮಂದಿರಗಳಲ್ಲಿ ಅಪ್ಪು ಅವರ ಜೇಮ್ಸ್ ಚಿತ್ರ ಬಿಡುಗಡೆಯಾಗಿದ್ದು ಅಭಿಮಾನಿಗಳು ಪಟಾಕಿ ಸಿಡಿಸಿ ಸಂಭ್ರಮಿಸಿದರು. bbox=[47, 1000, 285, 1056]
issue-date: ಶುಕ್ರವಾರ 18 ಮಾರ್ಚ್ 2022 bbox=[765, 49, 897, 63]
press-meet-photo bbox=[441, 184, 717, 296]
